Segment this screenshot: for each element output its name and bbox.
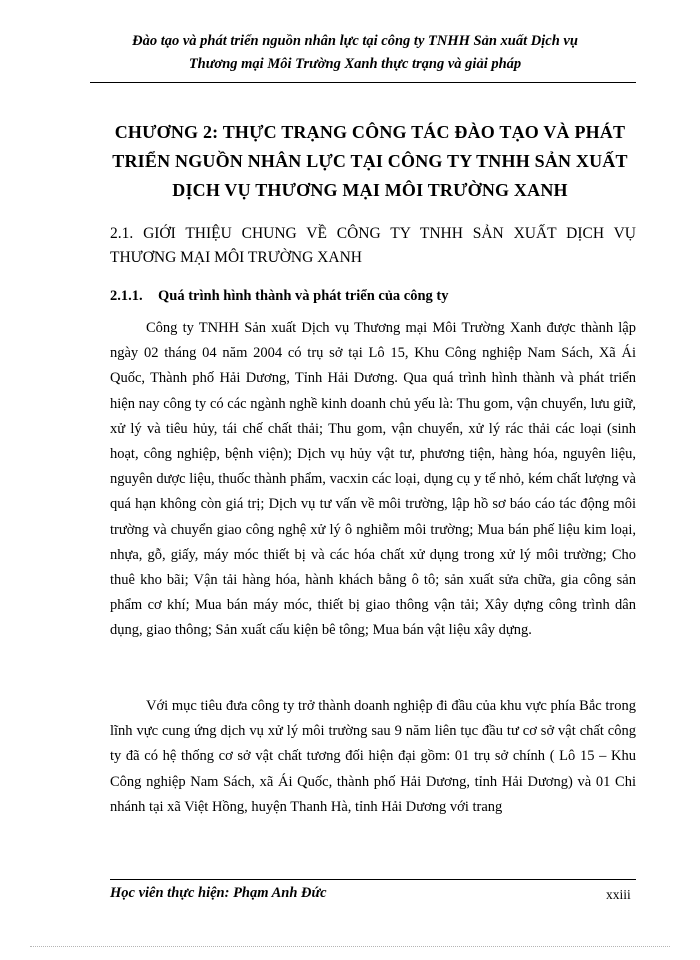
chapter-title-line-1: CHƯƠNG 2: THỰC TRẠNG CÔNG TÁC ĐÀO TẠO VÀ PHÁT: [114, 122, 626, 142]
header-line-2: Thương mại Môi Trường Xanh thực trạng và giải pháp: [188, 56, 522, 72]
header-line-1: Đào tạo và phát triển nguồn nhân lực tại công ty TNHH Sản xuất Dịch vụ: [132, 33, 578, 49]
body-paragraph-2: Với mục tiêu đưa công ty trở thành doanh nghiệp đi đầu của khu vực phía Bắc trong lĩnh vực cung ứng dịch vụ xử lý môi trường sau 9 năm liên tục đầu tư cơ sở vật chất công ty đã có hệ thống cơ sở vật chất tương đối hiện đại gồm: 01 trụ sở chính ( Lô 15 – Khu Công nghiệp Nam Sách, xã Ái Quốc, thành phố Hải Dương, tỉnh Hải Dương) và 01 Chi nhánh tại xã Việt Hồng, huyện Thanh Hà, tỉnh Hải Dương với trang: [110, 698, 636, 815]
section-heading: [110, 222, 636, 270]
chapter-title-line-2: TRIỂN NGUỒN NHÂN LỰC TẠI CÔNG TY TNHH SẢN XUẤT: [112, 151, 628, 171]
running-header: [90, 30, 620, 76]
page-break-line: [30, 946, 670, 947]
footer-rule: [110, 879, 636, 880]
subsection-heading: [110, 285, 448, 307]
section-heading-line-2: THƯƠNG MẠI MÔI TRƯỜNG XANH: [110, 249, 362, 266]
chapter-title-line-3: DỊCH VỤ THƯƠNG MẠI MÔI TRƯỜNG XANH: [172, 180, 568, 200]
section-heading-line-1: 2.1. GIỚI THIỆU CHUNG VỀ CÔNG TY TNHH SẢN XUẤT DỊCH VỤ: [110, 225, 636, 242]
footer-author: Học viên thực hiện: Phạm Anh Đức: [110, 885, 327, 901]
header-rule: [90, 82, 636, 83]
subsection-number: 2.1.1.: [110, 288, 143, 304]
subsection-title: Quá trình hình thành và phát triển của công ty: [158, 288, 449, 304]
page-number: xxiii: [606, 887, 631, 902]
chapter-title: [110, 118, 630, 205]
body-paragraph-1: Công ty TNHH Sản xuất Dịch vụ Thương mại Môi Trường Xanh được thành lập ngày 02 tháng 04 năm 2004 có trụ sở tại Lô 15, Khu Công nghiệp Nam Sách, Xã Ái Quốc, Thành phố Hải Dương, Tỉnh Hải Dương. Qua quá trình hình thành và phát triển hiện nay công ty có các ngành nghề kinh doanh chủ yếu là: Thu gom, vận chuyển, lưu giữ, xử lý và tiêu hủy, tái chế chất thải; Thu gom, vận chuyển, xử lý rác thải các loại (sinh hoạt, công nghiệp, bệnh viện); Dịch vụ hủy vật tư, phương tiện, hàng hóa, nguyên liệu, nguyên dược liệu, thuốc thành phẩm, vacxin các loại, dụng cụ y tế nhỏ, kém chất lượng và quá hạn không còn giá trị; Dịch vụ tư vấn về môi trường, lập hồ sơ báo cáo tác động môi trường và chuyển giao công nghệ xử lý ô nghiễm môi trường; Mua bán phế liệu kim loại, nhựa, gỗ, giấy, máy móc thiết bị và các hóa chất xử dụng trong xử lý môi trường; Cho thuê kho bãi; Vận tải hàng hóa, hành khách bằng ô tô; sản xuất sửa chữa, gia công sản phẩm cơ khí; Mua bán máy móc, thiết bị giao thông vận tải; Xây dựng công trình dân dụng, giao thông; Sản xuất cấu kiện bê tông; Mua bán vật liệu xây dựng.: [110, 320, 636, 639]
